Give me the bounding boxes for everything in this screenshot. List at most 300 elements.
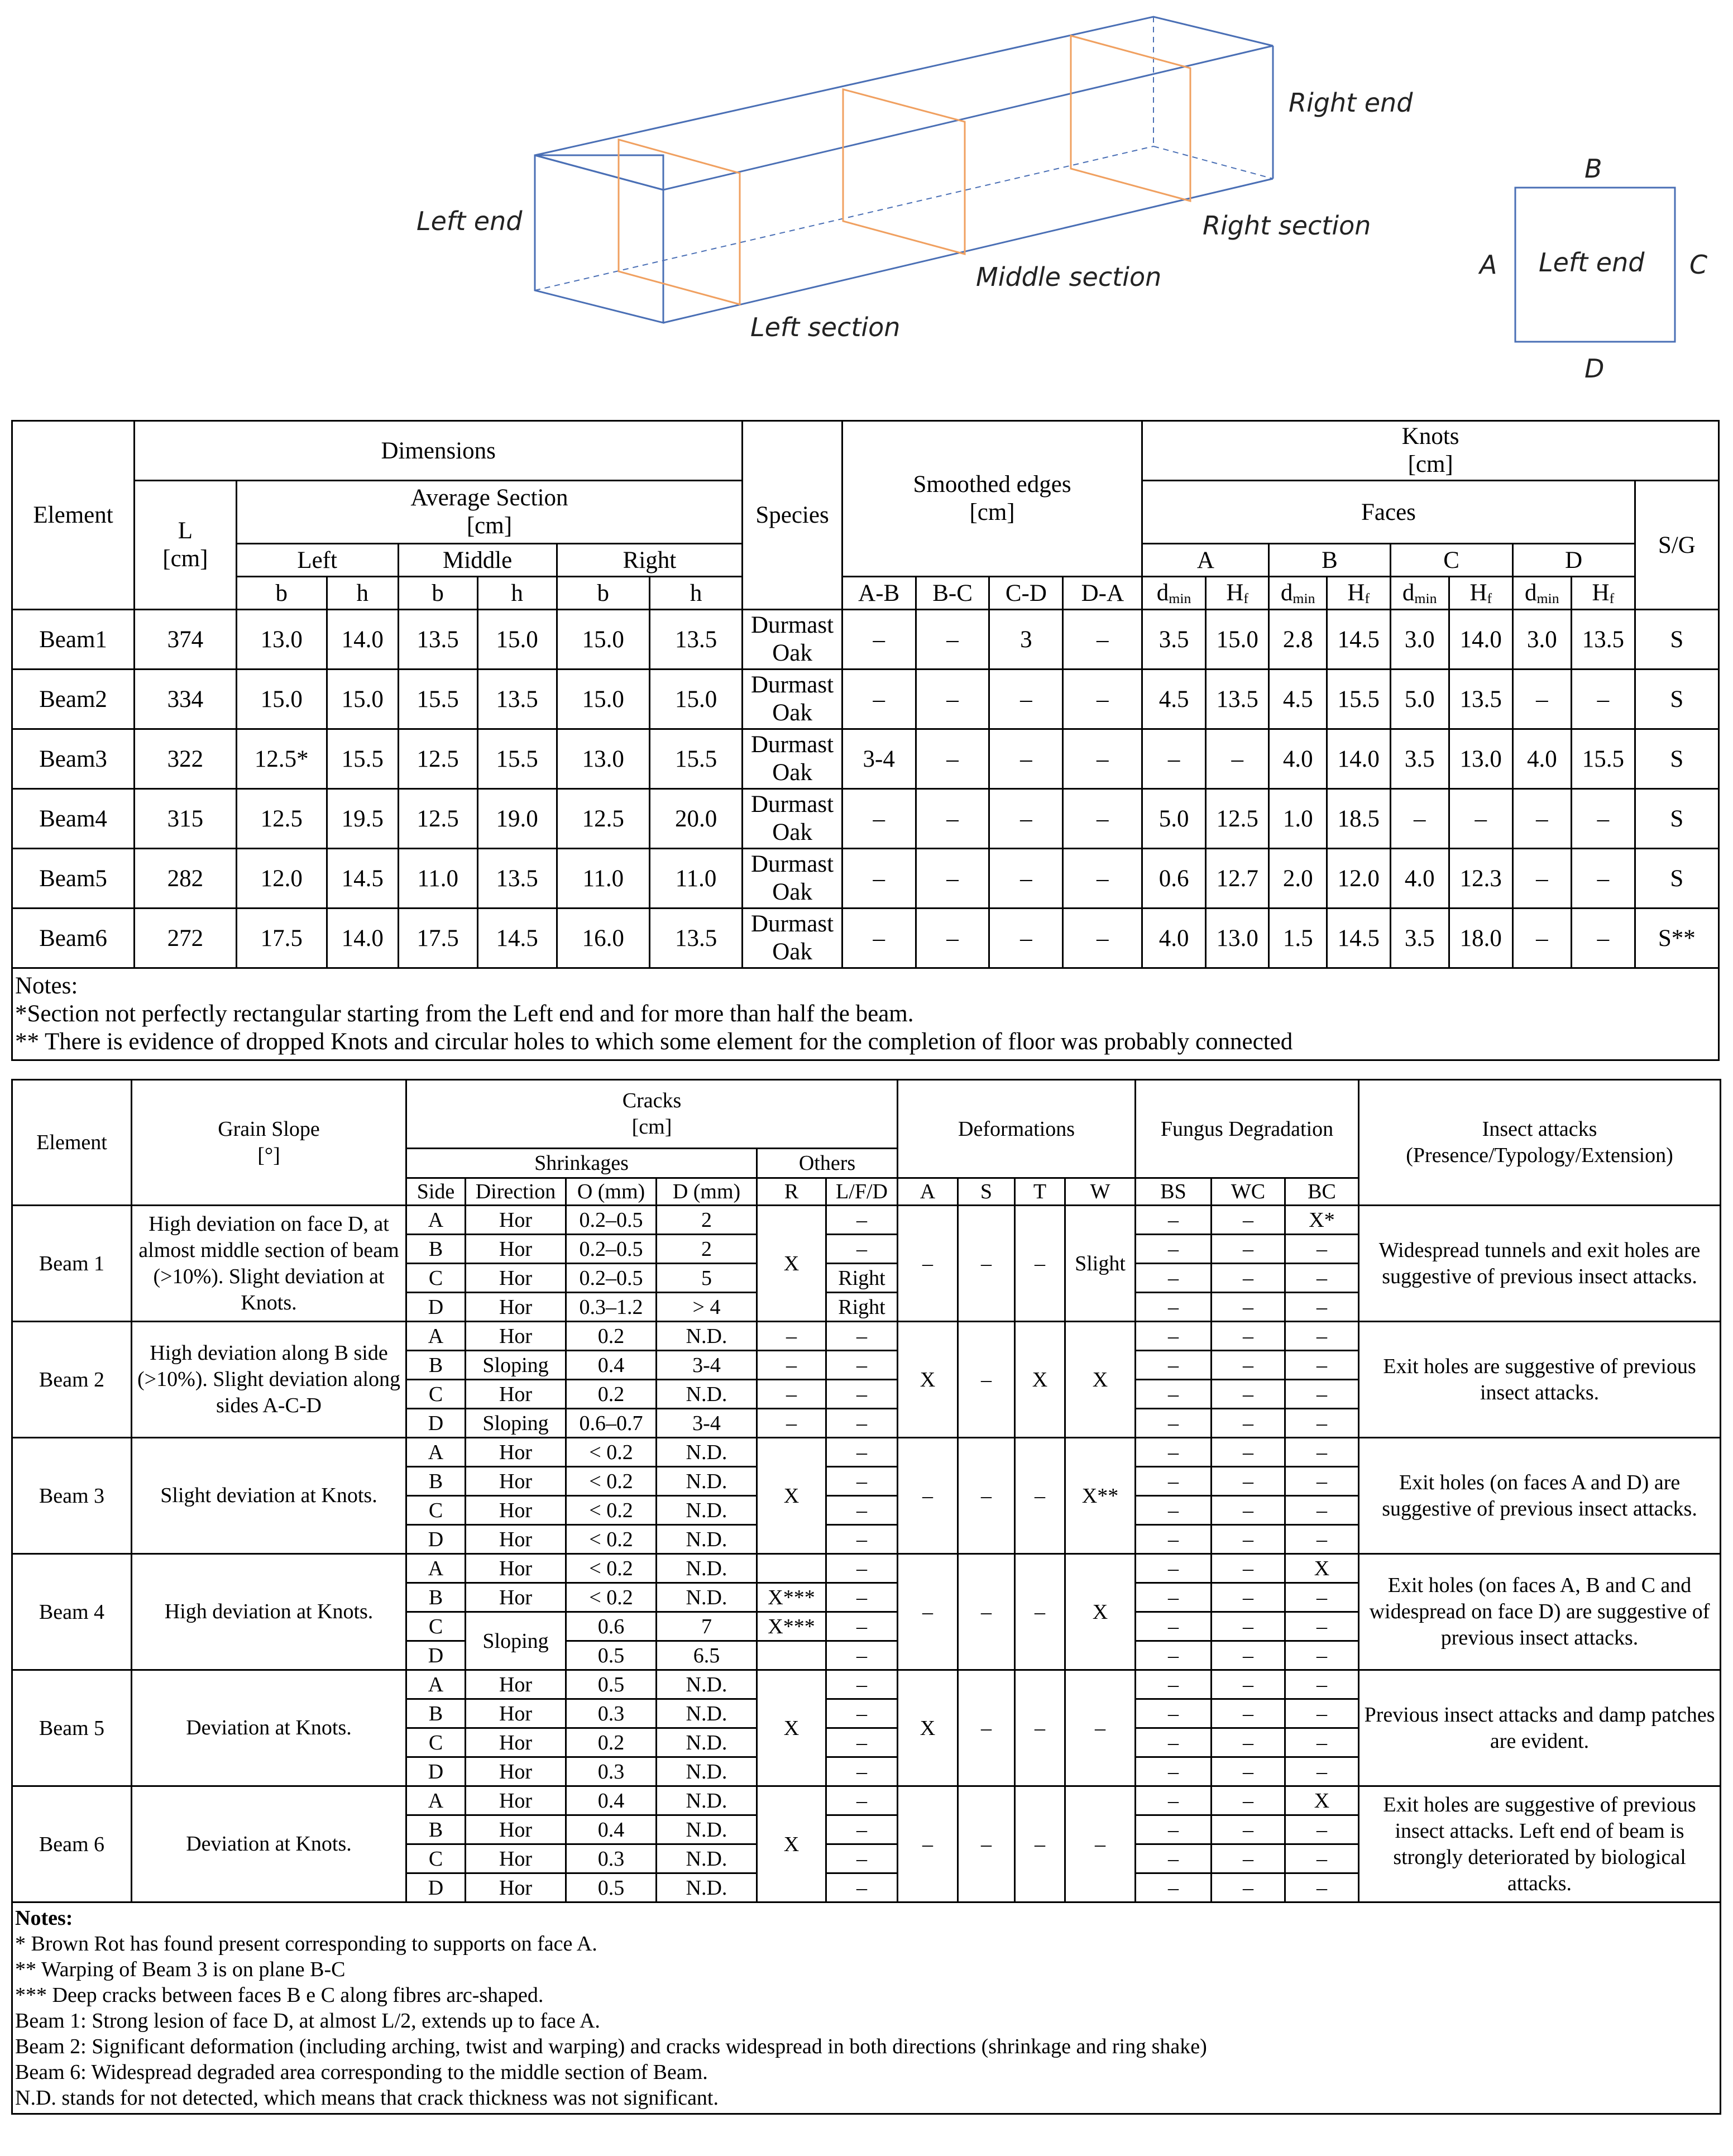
direction-cell: Hor xyxy=(466,1438,566,1467)
table-cell: 3-4 xyxy=(842,729,916,789)
wc-cell: – xyxy=(1212,1438,1285,1467)
row-element-name: Beam 5 xyxy=(12,1670,132,1786)
row-species: Durmast Oak xyxy=(743,909,842,968)
bc-cell: – xyxy=(1285,1235,1359,1264)
header-length-label: L xyxy=(178,518,193,544)
wc-cell: – xyxy=(1212,1496,1285,1525)
opening-cell: 0.6 xyxy=(566,1612,657,1641)
header-BC: BC xyxy=(1285,1178,1359,1206)
table2-note: Beam 1: Strong lesion of face D, at almost L/2, extends up to face A. xyxy=(15,2009,600,2033)
direction-cell: Hor xyxy=(466,1583,566,1612)
wc-cell: – xyxy=(1212,1728,1285,1757)
table-row xyxy=(12,1322,1721,1351)
table-cell: 13.5 xyxy=(477,670,557,729)
table-row xyxy=(12,1670,1721,1699)
table-cell: 15.5 xyxy=(649,729,742,789)
table-cell: 18.5 xyxy=(1327,789,1390,849)
dimensions-knots-table xyxy=(11,420,1720,1061)
bc-cell: – xyxy=(1285,1728,1359,1757)
table-cell: 17.5 xyxy=(398,909,477,968)
def-a-cell: – xyxy=(898,1438,958,1554)
depth-cell: N.D. xyxy=(657,1583,757,1612)
table-cell: S xyxy=(1635,849,1718,909)
side-cell: C xyxy=(406,1728,466,1757)
table-cell: 15.5 xyxy=(1327,670,1390,729)
direction-cell: Sloping xyxy=(466,1351,566,1380)
bc-cell: – xyxy=(1285,1496,1359,1525)
bc-cell: – xyxy=(1285,1844,1359,1873)
table-cell: 4.0 xyxy=(1390,849,1449,909)
header-element: Element xyxy=(12,421,135,610)
def-a-cell: – xyxy=(898,1206,958,1322)
header-left: Left xyxy=(236,544,398,577)
header-sg: S/G xyxy=(1635,481,1718,610)
header-face-D: D xyxy=(1512,544,1635,577)
opening-cell: < 0.2 xyxy=(566,1554,657,1583)
wc-cell: – xyxy=(1212,1380,1285,1409)
depth-cell: N.D. xyxy=(657,1467,757,1496)
direction-cell: Sloping xyxy=(466,1409,566,1438)
table-cell: 13.5 xyxy=(398,610,477,670)
header-average-section-unit: [cm] xyxy=(466,513,513,539)
row-element-name: Beam 2 xyxy=(12,1322,132,1438)
header-depth: D (mm) xyxy=(657,1178,757,1206)
lfd-cell: – xyxy=(826,1525,898,1554)
bs-cell: – xyxy=(1136,1235,1212,1264)
r-cell xyxy=(757,1641,826,1670)
bs-cell: – xyxy=(1136,1525,1212,1554)
r-cell: – xyxy=(757,1322,826,1351)
opening-cell: 0.5 xyxy=(566,1670,657,1699)
lfd-cell: – xyxy=(826,1206,898,1235)
wc-cell: – xyxy=(1212,1873,1285,1902)
header-BS: BS xyxy=(1136,1178,1212,1206)
def-w-cell: X xyxy=(1065,1554,1136,1670)
bc-cell: – xyxy=(1285,1583,1359,1612)
row-species: Durmast Oak xyxy=(743,610,842,670)
depth-cell: N.D. xyxy=(657,1757,757,1786)
table-cell: – xyxy=(1572,909,1635,968)
header-face-B: B xyxy=(1269,544,1390,577)
row-element-name: Beam1 xyxy=(12,610,135,670)
header-b-left: b xyxy=(236,577,327,610)
depth-cell: 6.5 xyxy=(657,1641,757,1670)
bs-cell: – xyxy=(1136,1496,1212,1525)
bc-cell: – xyxy=(1285,1612,1359,1641)
table-row xyxy=(12,670,1719,729)
lfd-cell: – xyxy=(826,1786,898,1815)
bs-cell: – xyxy=(1136,1438,1212,1467)
table-cell: S xyxy=(1635,670,1718,729)
r-cell: – xyxy=(757,1409,826,1438)
opening-cell: 0.2–0.5 xyxy=(566,1264,657,1293)
row-species: Durmast Oak xyxy=(743,789,842,849)
wc-cell: – xyxy=(1212,1467,1285,1496)
table-cell: 2.0 xyxy=(1269,849,1327,909)
header-cracks-label: Cracks xyxy=(622,1089,682,1112)
label-left-end: Left end xyxy=(417,206,523,236)
table2-note: *** Deep cracks between faces B e C along fibres arc-shaped. xyxy=(15,1983,544,2007)
def-s-cell: – xyxy=(958,1206,1015,1322)
table-cell: 15.0 xyxy=(557,610,649,670)
lfd-cell: – xyxy=(826,1873,898,1902)
table-cell: 19.0 xyxy=(477,789,557,849)
header-knots xyxy=(1142,421,1719,481)
header-hf: $H_f$ xyxy=(1572,577,1635,610)
bs-cell: – xyxy=(1136,1380,1212,1409)
table-cell: 2.8 xyxy=(1269,610,1327,670)
wc-cell: – xyxy=(1212,1351,1285,1380)
table-cell: 12.0 xyxy=(1327,849,1390,909)
depth-cell: 7 xyxy=(657,1612,757,1641)
def-s-cell: – xyxy=(958,1786,1015,1902)
opening-cell: 0.4 xyxy=(566,1786,657,1815)
table-cell: 15.0 xyxy=(477,610,557,670)
opening-cell: 0.4 xyxy=(566,1815,657,1844)
opening-cell: 0.2–0.5 xyxy=(566,1235,657,1264)
bc-cell: – xyxy=(1285,1264,1359,1293)
table-cell: – xyxy=(1512,909,1571,968)
wc-cell: – xyxy=(1212,1786,1285,1815)
side-cell: C xyxy=(406,1496,466,1525)
table1-notes xyxy=(12,968,1719,1060)
lfd-cell: – xyxy=(826,1380,898,1409)
bc-cell: – xyxy=(1285,1380,1359,1409)
table-cell: 15.5 xyxy=(1572,729,1635,789)
table-cell: 13.5 xyxy=(1572,610,1635,670)
direction-cell: Hor xyxy=(466,1264,566,1293)
table-row xyxy=(12,909,1719,968)
table-cell: 322 xyxy=(135,729,237,789)
r-cell: X xyxy=(757,1206,826,1322)
wc-cell: – xyxy=(1212,1264,1285,1293)
def-a-cell: – xyxy=(898,1786,958,1902)
header-R: R xyxy=(757,1178,826,1206)
table-cell: – xyxy=(1205,729,1269,789)
depth-cell: N.D. xyxy=(657,1380,757,1409)
table2-body xyxy=(12,1206,1721,1902)
table-cell: – xyxy=(842,670,916,729)
cross-section-label-D: D xyxy=(1584,353,1605,384)
table-cell: 19.5 xyxy=(327,789,398,849)
header-b-right: b xyxy=(557,577,649,610)
bc-cell: – xyxy=(1285,1699,1359,1728)
direction-cell: Hor xyxy=(466,1786,566,1815)
table-cell: 12.5 xyxy=(557,789,649,849)
bs-cell: – xyxy=(1136,1264,1212,1293)
table-row xyxy=(12,1786,1721,1815)
table-cell: – xyxy=(1512,849,1571,909)
grain-slope-cell: Deviation at Knots. xyxy=(132,1670,406,1786)
table-cell: 12.5 xyxy=(398,729,477,789)
table-cell: S xyxy=(1635,610,1718,670)
side-cell: A xyxy=(406,1786,466,1815)
header-insect-sub: (Presence/Typology/Extension) xyxy=(1406,1144,1673,1167)
def-s-cell: – xyxy=(958,1438,1015,1554)
header-h-middle: h xyxy=(477,577,557,610)
bs-cell: – xyxy=(1136,1670,1212,1699)
insect-attacks-cell: Exit holes (on faces A and D) are suggestive of previous insect attacks. xyxy=(1359,1438,1721,1554)
bs-cell: – xyxy=(1136,1786,1212,1815)
table-cell: – xyxy=(1063,729,1142,789)
bs-cell: – xyxy=(1136,1728,1212,1757)
header-dmin: $d_{min}$ xyxy=(1269,577,1327,610)
header-hf: $H_f$ xyxy=(1449,577,1512,610)
table-cell: – xyxy=(1512,670,1571,729)
table-cell: S xyxy=(1635,729,1718,789)
row-element-name: Beam3 xyxy=(12,729,135,789)
row-element-name: Beam5 xyxy=(12,849,135,909)
table-cell: 14.5 xyxy=(327,849,398,909)
table-row xyxy=(12,729,1719,789)
lfd-cell: – xyxy=(826,1757,898,1786)
bc-cell: – xyxy=(1285,1641,1359,1670)
opening-cell: < 0.2 xyxy=(566,1583,657,1612)
table-cell: – xyxy=(1063,849,1142,909)
bs-cell: – xyxy=(1136,1206,1212,1235)
table-cell: 1.5 xyxy=(1269,909,1327,968)
table-cell: 3 xyxy=(989,610,1063,670)
table-cell: 12.7 xyxy=(1205,849,1269,909)
header-edge-CD: C-D xyxy=(989,577,1063,610)
header-def-S: S xyxy=(958,1178,1015,1206)
table-cell: 13.5 xyxy=(1449,670,1512,729)
table-cell: – xyxy=(916,849,989,909)
depth-cell: N.D. xyxy=(657,1786,757,1815)
header-grain-slope xyxy=(132,1080,406,1206)
bs-cell: – xyxy=(1136,1844,1212,1873)
table-cell: 15.0 xyxy=(236,670,327,729)
left-section-plane xyxy=(619,140,740,304)
table-row xyxy=(12,789,1719,849)
table-cell: – xyxy=(1063,909,1142,968)
label-left-section: Left section xyxy=(750,312,901,342)
table-cell: 12.5 xyxy=(398,789,477,849)
cross-section-label-C: C xyxy=(1689,250,1708,280)
depth-cell: N.D. xyxy=(657,1815,757,1844)
bc-cell: – xyxy=(1285,1525,1359,1554)
middle-section-plane xyxy=(843,89,965,254)
def-t-cell: – xyxy=(1015,1670,1065,1786)
label-right-section: Right section xyxy=(1203,211,1371,241)
grain-slope-cell: Deviation at Knots. xyxy=(132,1786,406,1902)
table-cell: 3.0 xyxy=(1390,610,1449,670)
table1-notes-title: Notes: xyxy=(15,973,78,999)
side-cell: C xyxy=(406,1380,466,1409)
r-cell: – xyxy=(757,1351,826,1380)
wc-cell: – xyxy=(1212,1844,1285,1873)
header-faces: Faces xyxy=(1142,481,1635,544)
row-species: Durmast Oak xyxy=(743,729,842,789)
table-cell: – xyxy=(916,670,989,729)
table-cell: – xyxy=(1449,789,1512,849)
row-species: Durmast Oak xyxy=(743,670,842,729)
table2-notes xyxy=(12,1902,1721,2114)
table-cell: – xyxy=(916,610,989,670)
header-fungus: Fungus Degradation xyxy=(1136,1080,1359,1178)
table-cell: – xyxy=(1063,670,1142,729)
def-s-cell: – xyxy=(958,1670,1015,1786)
table-cell: 18.0 xyxy=(1449,909,1512,968)
lfd-cell: – xyxy=(826,1409,898,1438)
opening-cell: 0.2 xyxy=(566,1380,657,1409)
row-element-name: Beam 3 xyxy=(12,1438,132,1554)
insect-attacks-cell: Exit holes (on faces A, B and C and widespread on face D) are suggestive of previous insect attacks. xyxy=(1359,1554,1721,1670)
side-cell: D xyxy=(406,1409,466,1438)
header-edge-AB: A-B xyxy=(842,577,916,610)
opening-cell: < 0.2 xyxy=(566,1467,657,1496)
lfd-cell: – xyxy=(826,1438,898,1467)
table-cell: 13.5 xyxy=(649,610,742,670)
header-insect-label: Insect attacks xyxy=(1482,1117,1597,1141)
label-right-end: Right end xyxy=(1289,88,1413,118)
direction-cell: Hor xyxy=(466,1757,566,1786)
table-row xyxy=(12,610,1719,670)
header-face-C: C xyxy=(1390,544,1512,577)
bc-cell: X xyxy=(1285,1786,1359,1815)
direction-cell: Hor xyxy=(466,1235,566,1264)
side-cell: A xyxy=(406,1322,466,1351)
opening-cell: 0.5 xyxy=(566,1873,657,1902)
insect-attacks-cell: Exit holes are suggestive of previous insect attacks. Left end of beam is strongly deteriorated by biological attacks. xyxy=(1359,1786,1721,1902)
table-cell: 15.5 xyxy=(327,729,398,789)
side-cell: B xyxy=(406,1815,466,1844)
table-cell: – xyxy=(842,610,916,670)
depth-cell: N.D. xyxy=(657,1525,757,1554)
table-cell: 11.0 xyxy=(398,849,477,909)
opening-cell: < 0.2 xyxy=(566,1496,657,1525)
header-length-unit: [cm] xyxy=(162,546,208,572)
opening-cell: 0.2 xyxy=(566,1322,657,1351)
table2-note: * Brown Rot has found present corresponding to supports on face A. xyxy=(15,1932,597,1956)
bs-cell: – xyxy=(1136,1699,1212,1728)
insect-attacks-cell: Previous insect attacks and damp patches are evident. xyxy=(1359,1670,1721,1786)
opening-cell: 0.6–0.7 xyxy=(566,1409,657,1438)
table-cell: 14.0 xyxy=(1449,610,1512,670)
table-cell: 1.0 xyxy=(1269,789,1327,849)
grain-slope-cell: High deviation along B side (>10%). Slight deviation along sides A-C-D xyxy=(132,1322,406,1438)
r-cell: X*** xyxy=(757,1612,826,1641)
table-cell: – xyxy=(1063,610,1142,670)
opening-cell: 0.2–0.5 xyxy=(566,1206,657,1235)
def-t-cell: X xyxy=(1015,1322,1065,1438)
table-cell: – xyxy=(842,909,916,968)
depth-cell: 2 xyxy=(657,1206,757,1235)
wc-cell: – xyxy=(1212,1612,1285,1641)
table-cell: – xyxy=(1572,670,1635,729)
table-cell: 282 xyxy=(135,849,237,909)
header-knots-unit: [cm] xyxy=(1408,451,1453,477)
side-cell: D xyxy=(406,1873,466,1902)
table-cell: 4.0 xyxy=(1269,729,1327,789)
side-cell: D xyxy=(406,1641,466,1670)
def-t-cell: – xyxy=(1015,1206,1065,1322)
table-cell: – xyxy=(1572,789,1635,849)
header-right: Right xyxy=(557,544,743,577)
wc-cell: – xyxy=(1212,1670,1285,1699)
header-LFD: L/F/D xyxy=(826,1178,898,1206)
opening-cell: 0.3–1.2 xyxy=(566,1293,657,1322)
beam-outline xyxy=(535,17,1273,323)
side-cell: C xyxy=(406,1264,466,1293)
table-cell: 4.5 xyxy=(1142,670,1206,729)
table-cell: 14.5 xyxy=(477,909,557,968)
bs-cell: – xyxy=(1136,1554,1212,1583)
table-cell: 14.5 xyxy=(1327,909,1390,968)
depth-cell: 3-4 xyxy=(657,1351,757,1380)
header-average-section xyxy=(236,481,743,544)
side-cell: C xyxy=(406,1612,466,1641)
opening-cell: < 0.2 xyxy=(566,1438,657,1467)
depth-cell: N.D. xyxy=(657,1699,757,1728)
direction-cell: Hor xyxy=(466,1554,566,1583)
side-cell: B xyxy=(406,1235,466,1264)
table-cell: 12.5 xyxy=(236,789,327,849)
table-cell: 15.5 xyxy=(398,670,477,729)
cross-section-label-A: A xyxy=(1480,250,1497,280)
direction-cell: Hor xyxy=(466,1467,566,1496)
side-cell: A xyxy=(406,1670,466,1699)
table-cell: 3.5 xyxy=(1390,909,1449,968)
bs-cell: – xyxy=(1136,1612,1212,1641)
side-cell: C xyxy=(406,1844,466,1873)
header-shrinkages: Shrinkages xyxy=(406,1149,757,1178)
r-cell: – xyxy=(757,1380,826,1409)
header-side: Side xyxy=(406,1178,466,1206)
direction-cell: Hor xyxy=(466,1815,566,1844)
bc-cell: – xyxy=(1285,1351,1359,1380)
table-cell: 20.0 xyxy=(649,789,742,849)
wc-cell: – xyxy=(1212,1699,1285,1728)
header-def-A: A xyxy=(898,1178,958,1206)
lfd-cell: – xyxy=(826,1583,898,1612)
lfd-cell: – xyxy=(826,1670,898,1699)
header-hf: $H_f$ xyxy=(1205,577,1269,610)
table-cell: 4.5 xyxy=(1269,670,1327,729)
grain-slope-cell: High deviation at Knots. xyxy=(132,1554,406,1670)
opening-cell: 0.5 xyxy=(566,1641,657,1670)
table-cell: 13.5 xyxy=(649,909,742,968)
table-cell: 15.0 xyxy=(1205,610,1269,670)
side-cell: A xyxy=(406,1438,466,1467)
row-element-name: Beam 1 xyxy=(12,1206,132,1322)
side-cell: D xyxy=(406,1293,466,1322)
header-edge-BC: B-C xyxy=(916,577,989,610)
lfd-cell: – xyxy=(826,1351,898,1380)
header-cracks-unit: [cm] xyxy=(631,1115,672,1139)
table-cell: 14.0 xyxy=(327,610,398,670)
table-cell: – xyxy=(1390,789,1449,849)
opening-cell: 0.2 xyxy=(566,1728,657,1757)
table-cell: – xyxy=(916,729,989,789)
grain-slope-cell: Slight deviation at Knots. xyxy=(132,1438,406,1554)
def-a-cell: X xyxy=(898,1322,958,1438)
bs-cell: – xyxy=(1136,1467,1212,1496)
lfd-cell: Right xyxy=(826,1264,898,1293)
table-cell: 14.0 xyxy=(327,909,398,968)
lfd-cell: – xyxy=(826,1728,898,1757)
bs-cell: – xyxy=(1136,1409,1212,1438)
cracks-degradation-table xyxy=(11,1079,1721,2115)
table-cell: 13.0 xyxy=(557,729,649,789)
direction-cell: Hor xyxy=(466,1206,566,1235)
lfd-cell: – xyxy=(826,1612,898,1641)
lfd-cell: – xyxy=(826,1322,898,1351)
table-cell: 0.6 xyxy=(1142,849,1206,909)
def-t-cell: – xyxy=(1015,1786,1065,1902)
table-cell: 15.5 xyxy=(477,729,557,789)
depth-cell: 3-4 xyxy=(657,1409,757,1438)
